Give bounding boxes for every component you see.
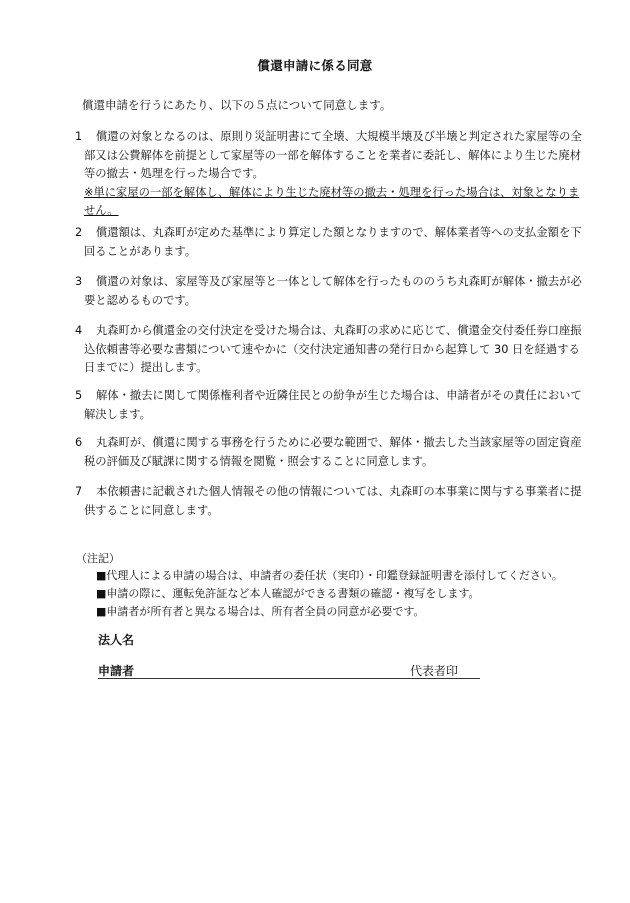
item-text: 丸森町が、償還に関する事務を行うために必要な範囲で、解体・撤去した当該家屋等の固定資産税の評価及び賦課に関する情報を閲覧・照会することに同意します。 [84,436,582,468]
notes-heading: （注記） [76,552,120,565]
item-text: 解体・撤去に関して関係権利者や近隣住民との紛争が生じた場合は、申請者がその責任において解決します。 [84,389,582,421]
item-number: 4 [75,324,83,337]
signature-line [98,660,480,679]
item-note: ※単に家屋の一部を解体し、解体により生じた廃材等の撤去・処理を行った場合は、対象となりません。 [84,185,580,217]
representative-seal-label: 代表者印 [409,664,458,678]
item-body [84,128,582,221]
item-text: 丸森町から償還金の交付決定を受けた場合は、丸森町の求めに応じて、償還金交付委任券口座振込依頼書等必要な書類について速やかに（交付決定通知書の発行日から起算して 30 日を経過する日までに）提出します。 [84,324,582,374]
item-text: 本依頼書に記載された個人情報その他の情報については、丸森町の本事業に関与する事業者に提供することに同意します。 [84,485,582,517]
intro-text: 償還申請を行うにあたり、以下の５点について同意します。 [82,98,392,112]
item-number: 1 [75,130,83,143]
note-item: ■申請者が所有者と異なる場合は、所有者全員の同意が必要です。 [96,605,425,618]
note-item: ■代理人による申請の場合は、申請者の委任状（実印）・印鑑登録証明書を添付してください。 [96,569,563,582]
item-number: 6 [75,436,83,449]
corporation-name-label: 法人名 [98,633,135,647]
document-title: 償還申請に係る同意 [257,58,373,73]
item-number: 2 [75,226,83,239]
item-number: 3 [75,275,83,288]
item-text: 償還の対象は、家屋等及び家屋等と一体として解体を行ったもののうち丸森町が解体・撤去が必要と認めるものです。 [84,275,582,307]
applicant-label: 申請者 [98,664,135,678]
item-number: 5 [75,389,83,402]
item-text: 償還額は、丸森町が定めた基準により算定した額となりますので、解体業者等への支払金額を下回ることがあります。 [84,226,582,258]
item-text: 償還の対象となるのは、原則り災証明書にて全壊、大規模半壊及び半壊と判定された家屋等の全部又は公費解体を前提として家屋等の一部を解体することを業者に委託し、解体により生じた廃材等の撤去・処理を行った場合です。 [84,130,582,180]
notes-list [96,567,563,621]
item-number: 7 [75,485,83,498]
note-item: ■申請の際に、運転免許証など本人確認ができる書類の確認・複写をします。 [96,587,480,600]
